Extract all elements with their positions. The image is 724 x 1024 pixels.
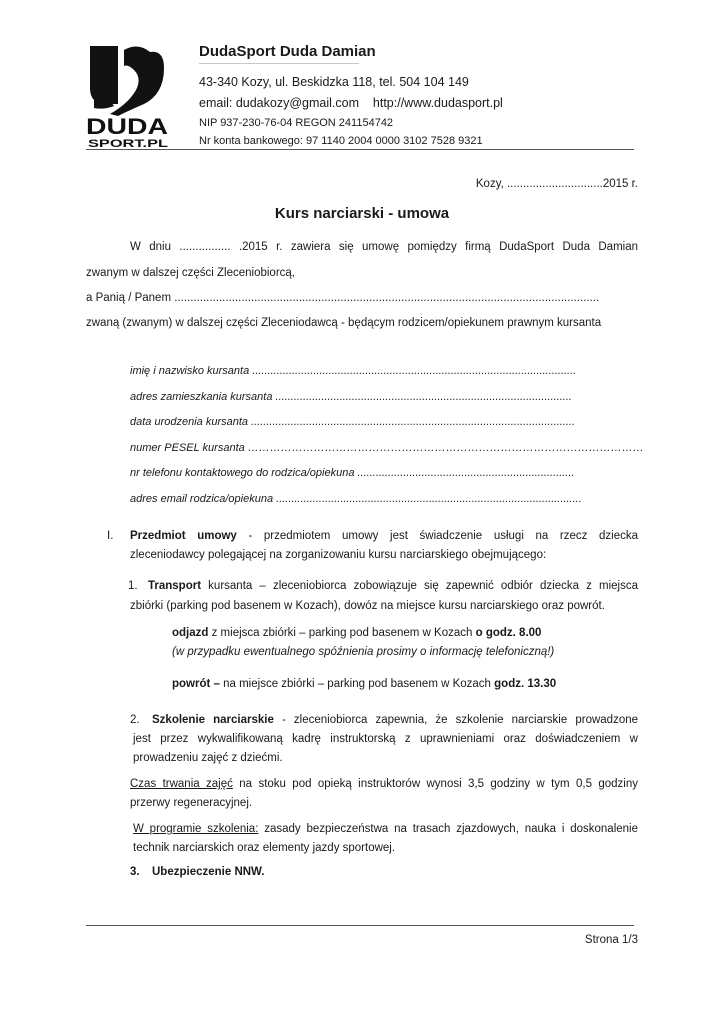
- program-label: W programie szkolenia:: [133, 823, 259, 835]
- company-logo: [84, 44, 180, 154]
- page-number: Strona 1/3: [584, 934, 638, 946]
- company-name-underline: [199, 63, 359, 64]
- item-2-line-1: Szkolenie narciarskie - zleceniobiorca zapewnia, że szkolenie narciarskie prowadzone: [152, 714, 639, 726]
- departure-time: o godz. 8.00: [475, 627, 542, 639]
- intro-line-1: W dniu ................ .2015 r. zawiera się umowę pomiędzy firmą DudaSport Duda Damian: [130, 241, 638, 253]
- return-label: powrót –: [172, 678, 220, 690]
- duration-line-1: Czas trwania zajęć na stoku pod opieką instruktorów wynosi 3,5 godziny w tym 0,5 godziny: [130, 778, 639, 790]
- item-1-line-2: zbiórki (parking pod basenem w Kozach), dowóz na miejsce kursu narciarskiego oraz powrót.: [130, 600, 605, 612]
- field-guardian-email[interactable]: adres email rodzica/opiekuna ....................................................................................................: [130, 493, 582, 505]
- duration-label: Czas trwania zajęć: [130, 778, 233, 790]
- website-link[interactable]: http://www.dudasport.pl: [372, 96, 503, 110]
- departure-line: odjazd z miejsca zbiórki – parking pod basenem w Kozach o godz. 8.00: [172, 627, 542, 639]
- item-2-number: 2.: [130, 714, 140, 726]
- intro-line-4: zwaną (zwanym) w dalszej części Zleceniodawcą - będącym rodzicem/opiekunem prawnym kursanta: [86, 317, 602, 329]
- return-line: powrót – na miejsce zbiórki – parking pod basenem w Kozach godz. 13.30: [172, 678, 557, 690]
- field-participant-pesel[interactable]: numer PESEL kursanta ………………………………………………………………………………………………: [130, 442, 644, 454]
- section-1-numeral: I.: [107, 530, 114, 542]
- item-1-line-1: Transport kursanta – zleceniobiorca zobowiązuje się zapewnić odbiór dziecka z miejsca: [148, 580, 638, 592]
- document-title: Kurs narciarski - umowa: [274, 205, 450, 222]
- delay-note: (w przypadku ewentualnego spóźnienia prosimy o informację telefoniczną!): [172, 646, 555, 658]
- program-line-2: technik narciarskich oraz elementy jazdy sportowej.: [133, 842, 396, 854]
- program-line-1: W programie szkolenia: zasady bezpieczeństwa na trasach zjazdowych, nauka i doskonalenie: [133, 823, 638, 835]
- field-participant-birthdate[interactable]: data urodzenia kursanta ..........................................................................................................: [130, 416, 576, 428]
- item-2-line-3: prowadzeniu zajęć z dziećmi.: [133, 752, 283, 764]
- logo-text-sub: SPORT.PL: [88, 138, 169, 150]
- intro-line-3: a Panią / Panem .....................................................................................................................................: [86, 292, 600, 304]
- item-3-heading: Ubezpieczenie NNW.: [152, 866, 265, 878]
- header-divider: [86, 149, 634, 150]
- place-date: Kozy, ..............................2015 r.: [475, 178, 638, 190]
- item-1-number: 1.: [128, 580, 138, 592]
- tax-ids: NIP 937-230-76-04 REGON 241154742: [199, 117, 394, 129]
- departure-label: odjazd: [172, 627, 209, 639]
- item-1-heading: Transport: [148, 580, 202, 592]
- contact-line: [199, 96, 503, 110]
- section-1-line-1: Przedmiot umowy - przedmiotem umowy jest świadczenie usługi na rzecz dziecka: [130, 530, 638, 542]
- field-guardian-phone[interactable]: nr telefonu kontaktowego do rodzica/opiekuna .......................................................................: [130, 467, 575, 479]
- item-3-number: 3.: [130, 866, 140, 878]
- duration-line-2: przerwy regeneracyjnej.: [130, 797, 253, 809]
- intro-line-2: zwanym w dalszej części Zleceniobiorcą,: [86, 267, 295, 279]
- item-2-line-2: jest przez wykwalifikowaną kadrę instruktorską z uprawnieniami oraz doświadczeniem w: [133, 733, 638, 745]
- company-name: DudaSport Duda Damian: [199, 43, 376, 60]
- email-link[interactable]: dudakozy@gmail.com: [235, 96, 359, 110]
- field-participant-address[interactable]: adres zamieszkania kursanta .................................................................................................: [130, 391, 572, 403]
- logo-s-lower-shape: [110, 46, 164, 116]
- section-1-heading: Przedmiot umowy: [130, 530, 237, 542]
- company-address: 43-340 Kozy, ul. Beskidzka 118, tel. 504 104 149: [199, 75, 469, 89]
- item-2-heading: Szkolenie narciarskie: [152, 714, 274, 726]
- logo-text-main: DUDA: [86, 114, 169, 139]
- return-time: godz. 13.30: [494, 678, 557, 690]
- email-label: email:: [199, 96, 236, 110]
- section-1-line-2: zleceniodawcy polegającej na zorganizowaniu kursu narciarskiego obejmującego:: [130, 549, 547, 561]
- bank-account: Nr konta bankowego: 97 1140 2004 0000 3102 7528 9321: [199, 135, 483, 147]
- field-participant-name[interactable]: imię i nazwisko kursanta ..........................................................................................................: [130, 365, 577, 377]
- footer-divider: [86, 925, 634, 926]
